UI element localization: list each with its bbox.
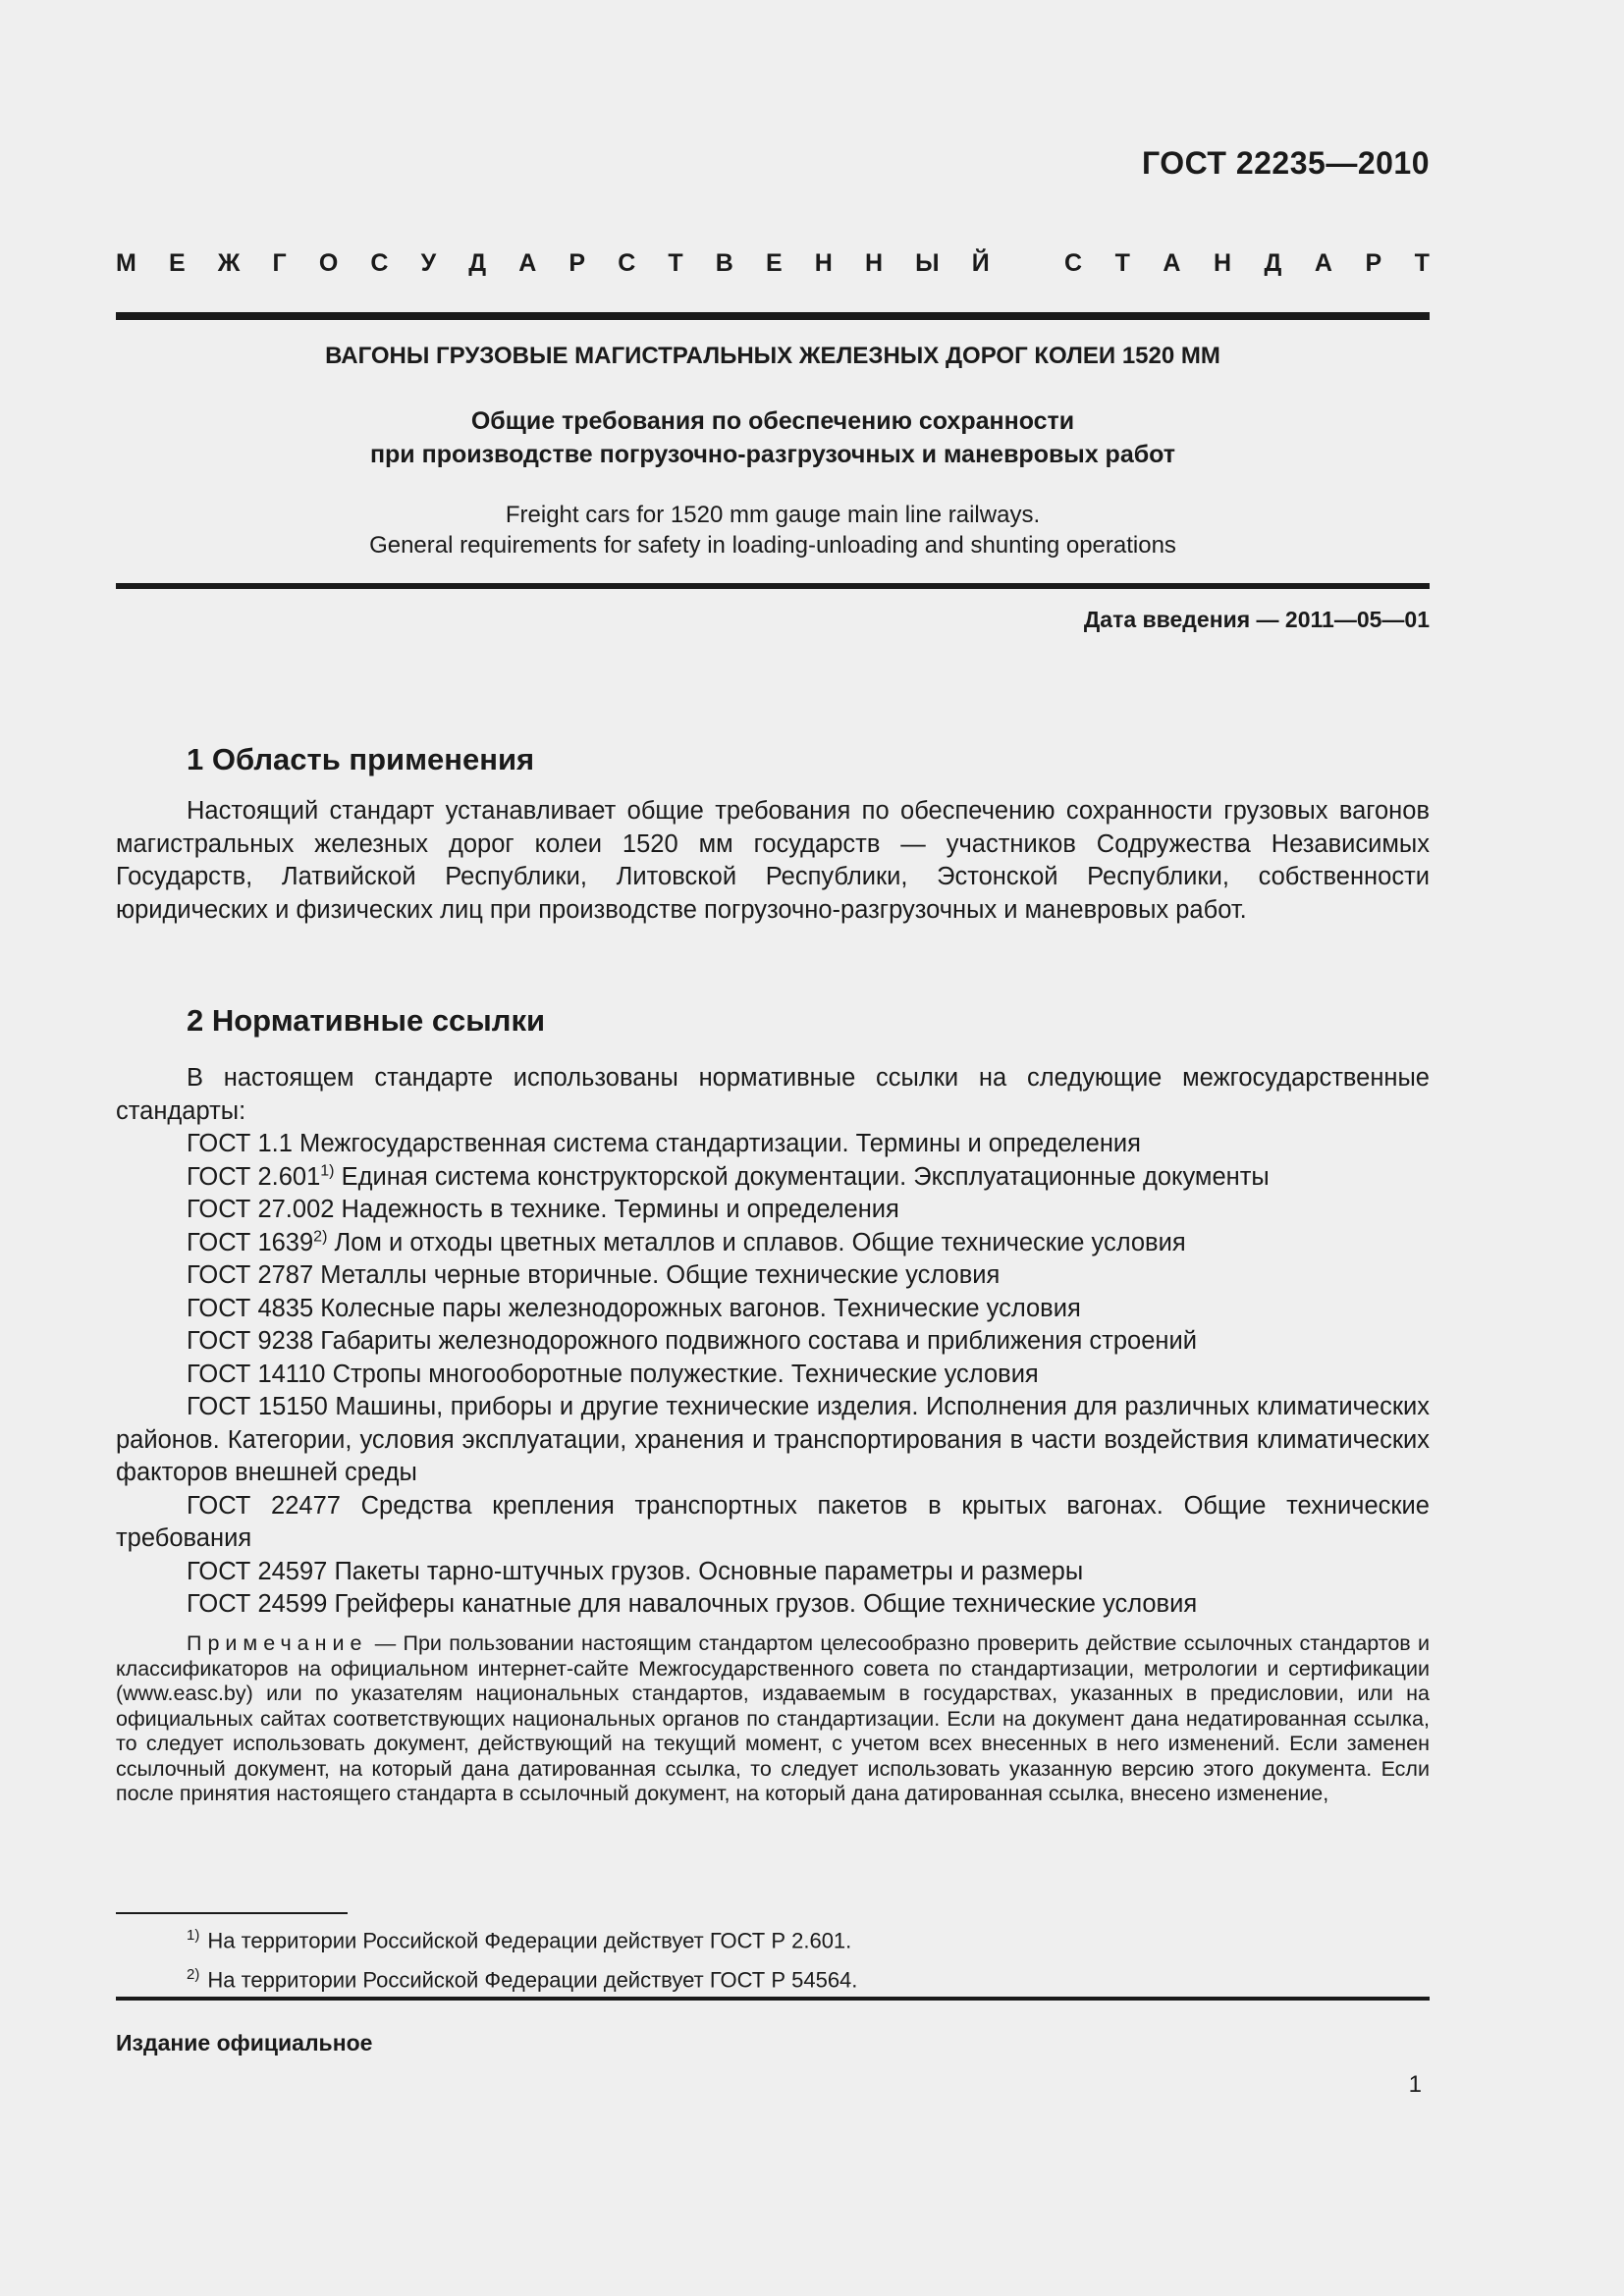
banner-letter: Е bbox=[765, 249, 783, 277]
banner-letter: Н bbox=[1213, 249, 1232, 277]
official-edition-label: Издание официальное bbox=[116, 2030, 373, 2056]
reference-item bbox=[116, 1128, 1430, 1161]
footnote-ref-mark: 1) bbox=[320, 1162, 335, 1179]
footnote-1 bbox=[187, 1918, 1365, 1957]
reference-item bbox=[116, 1490, 1430, 1556]
section-1-heading: 1 Область применения bbox=[187, 742, 535, 776]
footnote-text: На территории Российской Федерации действует ГОСТ Р 54564. bbox=[207, 1967, 858, 1993]
reference-code: ГОСТ 14110 bbox=[187, 1360, 326, 1388]
reference-code: ГОСТ 24597 bbox=[187, 1557, 328, 1585]
banner-letter: Р bbox=[1365, 249, 1382, 277]
banner-letter: Е bbox=[168, 249, 186, 277]
reference-title: Машины, приборы и другие технические изделия. Исполнения для различных климатических районов. Категории, условия эксплуатации, хранения и транспортирования в части воздействия климатических факторов внешней среды bbox=[116, 1393, 1431, 1486]
reference-title: Габариты железнодорожного подвижного состава и приближения строений bbox=[320, 1327, 1197, 1355]
reference-code: ГОСТ 2787 bbox=[187, 1261, 314, 1289]
reference-code: ГОСТ 15150 bbox=[187, 1393, 328, 1420]
title-english bbox=[116, 500, 1430, 561]
top-divider bbox=[116, 312, 1430, 320]
footnote-text: На территории Российской Федерации действует ГОСТ Р 2.601. bbox=[207, 1928, 852, 1953]
section-2-intro bbox=[116, 1062, 1430, 1128]
reference-title: Надежность в технике. Термины и определения bbox=[341, 1196, 899, 1223]
reference-title: Грейферы канатные для навалочных грузов. Общие технические условия bbox=[334, 1590, 1198, 1618]
reference-item bbox=[116, 1293, 1430, 1326]
reference-code: ГОСТ 27.002 bbox=[187, 1196, 335, 1223]
normative-references-list bbox=[116, 1128, 1430, 1622]
reference-code: ГОСТ 1.1 bbox=[187, 1130, 293, 1157]
reference-code: ГОСТ 1639 bbox=[187, 1228, 314, 1256]
english-line-2: General requirements for safety in loading-unloading and shunting operations bbox=[369, 532, 1176, 559]
banner-letter: Т bbox=[1114, 249, 1130, 277]
banner-letter: Р bbox=[568, 249, 586, 277]
footnote-separator bbox=[116, 1912, 348, 1914]
reference-title: Средства крепления транспортных пакетов в крытых вагонах. Общие технические требования bbox=[116, 1491, 1430, 1552]
banner-letter: В bbox=[715, 249, 733, 277]
banner-letter: У bbox=[420, 249, 437, 277]
doc-number: ГОСТ 22235—2010 bbox=[1141, 145, 1430, 181]
note-block bbox=[116, 1631, 1430, 1807]
banner-letter: М bbox=[116, 249, 136, 277]
banner-letter: С bbox=[370, 249, 389, 277]
banner-letter: Н bbox=[864, 249, 884, 277]
banner-letter: С bbox=[1064, 249, 1083, 277]
footer-divider bbox=[116, 1997, 1430, 2001]
reference-code: ГОСТ 9238 bbox=[187, 1327, 314, 1355]
banner-letter: Н bbox=[814, 249, 833, 277]
reference-code: ГОСТ 22477 bbox=[187, 1491, 341, 1520]
banner-letter: А bbox=[518, 249, 537, 277]
banner-letter: Д bbox=[1264, 249, 1282, 277]
banner-letter: Й bbox=[971, 249, 990, 277]
footnote-mark: 1) bbox=[187, 1927, 200, 1944]
banner-letter: С bbox=[618, 249, 636, 277]
banner-letter: А bbox=[1163, 249, 1181, 277]
document-page bbox=[116, 0, 1430, 2296]
reference-title: Металлы черные вторичные. Общие технические условия bbox=[320, 1261, 1001, 1289]
banner-letter: Т bbox=[668, 249, 683, 277]
banner-letter: Ы bbox=[915, 249, 940, 277]
introduction-date: Дата введения — 2011—05—01 bbox=[1083, 607, 1430, 632]
subtitle-line-2: при производстве погрузочно-разгрузочных и маневровых работ bbox=[369, 441, 1176, 468]
note-label: Примечание bbox=[187, 1631, 368, 1655]
subtitle-line-1: Общие требования по обеспечению сохранности bbox=[470, 407, 1075, 435]
footnote-ref-mark: 2) bbox=[313, 1228, 328, 1245]
reference-item bbox=[116, 1391, 1430, 1490]
title-main: ВАГОНЫ ГРУЗОВЫЕ МАГИСТРАЛЬНЫХ ЖЕЛЕЗНЫХ ДОРОГ КОЛЕИ 1520 ММ bbox=[325, 343, 1220, 369]
reference-item bbox=[116, 1556, 1430, 1589]
reference-title: Межгосударственная система стандартизации. Термины и определения bbox=[298, 1130, 1141, 1157]
banner-letter: Ж bbox=[217, 249, 241, 277]
page-number: 1 bbox=[1408, 2071, 1422, 2098]
english-line-1: Freight cars for 1520 mm gauge main line railways. bbox=[505, 502, 1041, 528]
footnote-mark: 2) bbox=[187, 1966, 200, 1984]
banner-letter: О bbox=[318, 249, 339, 277]
banner-letter: Г bbox=[272, 249, 287, 277]
banner-letter: Д bbox=[468, 249, 487, 277]
reference-code: ГОСТ 4835 bbox=[187, 1294, 314, 1322]
section-1-body bbox=[116, 795, 1430, 927]
interstate-standard-banner bbox=[116, 249, 1430, 278]
reference-item bbox=[116, 1325, 1430, 1359]
reference-item bbox=[116, 1259, 1430, 1293]
note-text: — При пользовании настоящим стандартом целесообразно проверить действие ссылочных стандартов и классификаторов на официальном интернет-сайте Межгосударственного совета по стандартизации, метрологии и сертификации (www.easc.by) или по указателям национальных стандартов, издаваемым в государствах, указанных в предисловии, или на официальных сайтах соответствующих национальных органов по стандартизации. Если на документ дана недатированная ссылка, то следует использовать документ, действующий на текущий момент, с учетом всех внесенных в него изменений. Если заменен ссылочный документ, на который дана датированная ссылка, то следует использовать указанную версию этого документа. Если после принятия настоящего стандарта в ссылочный документ, на который дана датированная ссылка, внесено изменение, bbox=[116, 1631, 1430, 1805]
reference-item bbox=[116, 1227, 1430, 1260]
reference-item bbox=[116, 1359, 1430, 1392]
reference-title: Единая система конструкторской документации. Эксплуатационные документы bbox=[341, 1162, 1270, 1191]
reference-title: Пакеты тарно-штучных грузов. Основные параметры и размеры bbox=[334, 1557, 1084, 1585]
reference-item bbox=[116, 1194, 1430, 1227]
refs-intro-paragraph: В настоящем стандарте использованы нормативные ссылки на следующие межгосударственные стандарты: bbox=[116, 1064, 1430, 1125]
footnotes bbox=[187, 1918, 1365, 1998]
reference-item bbox=[116, 1161, 1430, 1195]
section-2-heading: 2 Нормативные ссылки bbox=[187, 1003, 546, 1038]
footnote-2 bbox=[187, 1957, 1365, 1997]
reference-title: Колесные пары железнодорожных вагонов. Технические условия bbox=[320, 1294, 1081, 1322]
standard-word bbox=[1064, 249, 1430, 278]
interstate-word bbox=[116, 249, 990, 278]
reference-title: Лом и отходы цветных металлов и сплавов. Общие технические условия bbox=[334, 1228, 1186, 1256]
banner-letter: А bbox=[1314, 249, 1332, 277]
scope-paragraph: Настоящий стандарт устанавливает общие требования по обеспечению сохранности грузовых вагонов магистральных железных дорог колеи 1520 мм государств — участников Содружества Независимых Государств, Латвийской Республики, Литовской Республики, Эстонской Республики, собственности юридических и физических лиц при производстве погрузочно-разгрузочных и маневровых работ. bbox=[116, 797, 1430, 924]
reference-title: Стропы многооборотные полужесткие. Технические условия bbox=[332, 1360, 1039, 1388]
reference-code: ГОСТ 2.601 bbox=[187, 1162, 321, 1191]
title-subtitle bbox=[116, 404, 1430, 471]
reference-code: ГОСТ 24599 bbox=[187, 1590, 328, 1618]
reference-item bbox=[116, 1588, 1430, 1622]
banner-letter: Т bbox=[1414, 249, 1430, 277]
title-divider bbox=[116, 583, 1430, 589]
note-paragraph bbox=[116, 1631, 1430, 1807]
